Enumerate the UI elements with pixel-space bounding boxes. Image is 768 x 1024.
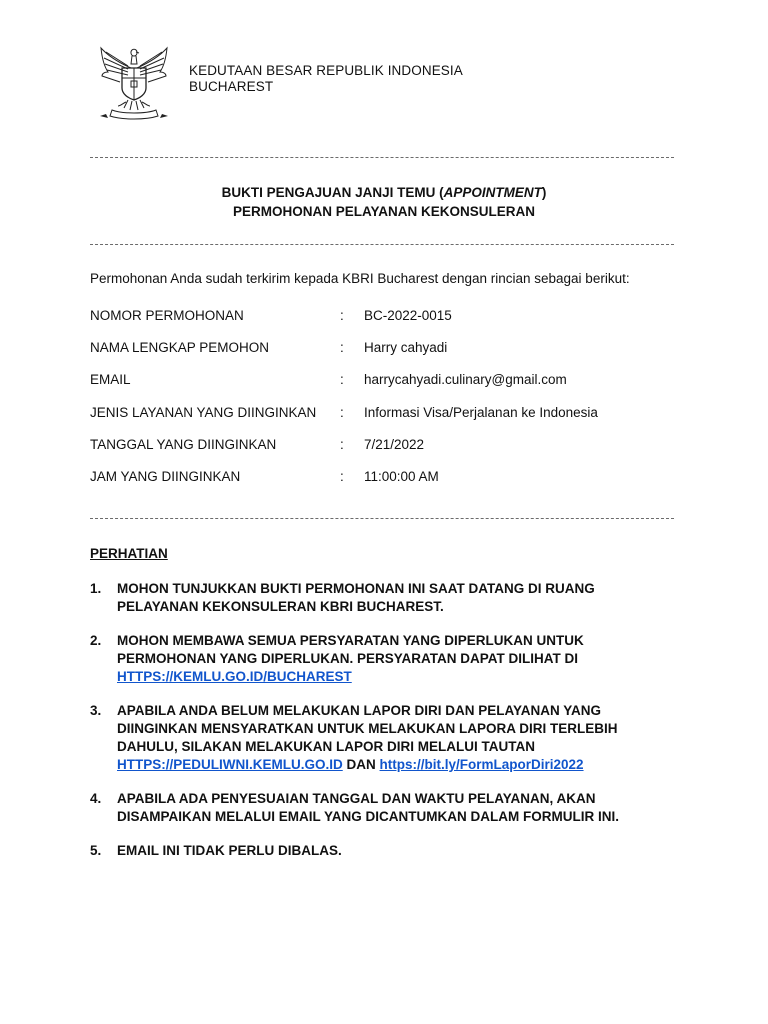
field-value: harrycahyadi.culinary@gmail.com bbox=[364, 372, 567, 387]
embassy-header bbox=[189, 63, 463, 95]
field-value: BC-2022-0015 bbox=[364, 308, 452, 323]
field-separator: : bbox=[340, 372, 344, 387]
kemlu-link[interactable]: HTTPS://KEMLU.GO.ID/BUCHAREST bbox=[117, 669, 352, 684]
notice-item: 3. APABILA ANDA BELUM MELAKUKAN LAPOR DIRI DAN PELAYANAN YANG DIINGINKAN MENSYARATKAN UNTUK MELAKUKAN LAPORA DIRI TERLEBIH DAHULU, SILAKAN MELAKUKAN LAPOR DIRI MELALUI TAUTAN HTTPS://PEDULIWNI.KEMLU.GO.ID DAN https://bit.ly/FormLaporDiri2022 bbox=[90, 703, 618, 772]
field-separator: : bbox=[340, 405, 344, 420]
org-city: BUCHAREST bbox=[189, 79, 274, 94]
intro-text: Permohonan Anda sudah terkirim kepada KBRI Bucharest dengan rincian sebagai berikut: bbox=[90, 271, 630, 286]
divider-details bbox=[90, 518, 674, 519]
detail-row bbox=[90, 372, 690, 390]
field-label: TANGGAL YANG DIINGINKAN bbox=[90, 437, 277, 452]
detail-row bbox=[90, 469, 690, 487]
field-label: JAM YANG DIINGINKAN bbox=[90, 469, 241, 484]
field-separator: : bbox=[340, 437, 344, 452]
divider-title bbox=[90, 244, 674, 245]
divider-top bbox=[90, 157, 674, 158]
notice-item: 5. EMAIL INI TIDAK PERLU DIBALAS. bbox=[90, 843, 342, 858]
form-lapor-diri-link[interactable]: https://bit.ly/FormLaporDiri2022 bbox=[379, 757, 584, 772]
notice-heading: PERHATIAN bbox=[90, 546, 168, 561]
field-label: JENIS LAYANAN YANG DIINGINKAN bbox=[90, 405, 317, 420]
field-separator: : bbox=[340, 340, 344, 355]
garuda-emblem-icon bbox=[98, 44, 170, 122]
notice-list bbox=[90, 580, 650, 876]
field-value: 11:00:00 AM bbox=[364, 469, 439, 484]
detail-row bbox=[90, 308, 690, 326]
field-label: EMAIL bbox=[90, 372, 131, 387]
peduliwni-link[interactable]: HTTPS://PEDULIWNI.KEMLU.GO.ID bbox=[117, 757, 343, 772]
detail-row bbox=[90, 340, 690, 358]
org-name: KEDUTAAN BESAR REPUBLIK INDONESIA bbox=[189, 63, 463, 78]
notice-item: 4. APABILA ADA PENYESUAIAN TANGGAL DAN WAKTU PELAYANAN, AKAN DISAMPAIKAN MELALUI EMAIL YANG DICANTUMKAN DALAM FORMULIR INI. bbox=[90, 791, 619, 824]
field-separator: : bbox=[340, 308, 344, 323]
field-value: Informasi Visa/Perjalanan ke Indonesia bbox=[364, 405, 598, 420]
title-line2: PERMOHONAN PELAYANAN KEKONSULERAN bbox=[232, 204, 536, 219]
field-value: 7/21/2022 bbox=[364, 437, 425, 452]
field-label: NOMOR PERMOHONAN bbox=[90, 308, 244, 323]
detail-row bbox=[90, 437, 690, 455]
title-line1: BUKTI PENGAJUAN JANJI TEMU (APPOINTMENT) bbox=[221, 185, 547, 200]
notice-item: 2. MOHON MEMBAWA SEMUA PERSYARATAN YANG DIPERLUKAN UNTUK PERMOHONAN YANG DIPERLUKAN. PERSYARATAN DAPAT DILIHAT DI HTTPS://KEMLU.GO.ID/BUCHAREST bbox=[90, 633, 584, 684]
field-value: Harry cahyadi bbox=[364, 340, 448, 355]
detail-row bbox=[90, 405, 690, 423]
field-separator: : bbox=[340, 469, 344, 484]
notice-item: 1. MOHON TUNJUKKAN BUKTI PERMOHONAN INI SAAT DATANG DI RUANG PELAYANAN KEKONSULERAN KBRI BUCHAREST. bbox=[90, 581, 595, 614]
document-title bbox=[90, 183, 678, 221]
field-label: NAMA LENGKAP PEMOHON bbox=[90, 340, 270, 355]
